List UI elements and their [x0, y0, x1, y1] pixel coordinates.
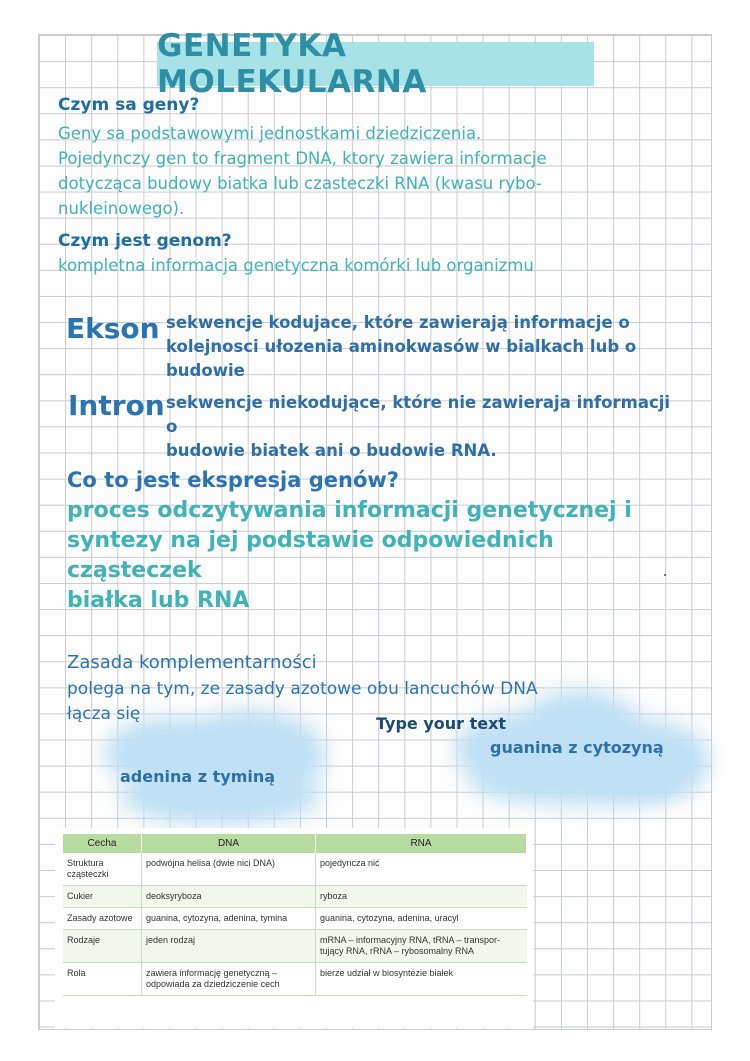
table-row: [63, 963, 527, 996]
table-cell: jeden rodzaj: [142, 930, 316, 963]
genome-answer: kompletna informacja genetyczna komórki lub organizmu: [58, 256, 534, 275]
table-cell: Struktura cząsteczki: [63, 853, 142, 886]
placeholder-text-box[interactable]: Type your text: [376, 714, 507, 733]
table-cell: zawiera informację genetyczną – odpowiada za dziedziczenie cech: [142, 963, 316, 996]
genes-answer: [58, 121, 618, 221]
ekson-definition-line: sekwencje kodujace, które zawierają informacje o: [166, 313, 630, 332]
intron-definition-line: budowie biatek ani o budowie RNA.: [166, 441, 497, 460]
table-cell: guanina, cytozyna, adenina, tymina: [142, 908, 316, 930]
table-cell: bierze udział w biosyntezie białek: [316, 963, 527, 996]
intron-definition-line: sekwencje niekodujące, które nie zawieraja informacji o: [166, 393, 671, 436]
genes-answer-line: nukleinowego).: [58, 199, 185, 218]
question-genome: Czym jest genom?: [58, 231, 232, 251]
pair-adenine-thymine: adenina z tyminą: [120, 767, 276, 786]
comparison-table: [63, 834, 527, 996]
expression-answer-line: syntezy na jej podstawie odpowiednich cząsteczek: [67, 528, 554, 583]
expression-answer-line: białka lub RNA: [67, 588, 250, 613]
table-cell: guanina, cytozyna, adenina, uracyl: [316, 908, 527, 930]
question-genes: Czym sa geny?: [58, 95, 200, 115]
table-cell: Zasady azotowe: [63, 908, 142, 930]
cloud-blob: [470, 755, 690, 805]
column-header: Cecha: [63, 834, 142, 853]
ink-dot: [664, 574, 666, 576]
column-header: DNA: [142, 834, 316, 853]
table-cell: ryboza: [316, 886, 527, 908]
complementarity-line: łącza się: [67, 704, 141, 724]
expression-answer-line: proces odczytywania informacji genetycznej i: [67, 498, 632, 523]
complementarity-text: [67, 677, 627, 727]
ekson-definition-line: kolejnosci ułozenia aminokwasów w bialkach lub o budowie: [166, 337, 637, 380]
term-ekson: Ekson: [66, 312, 160, 345]
table-cell: Rola: [63, 963, 142, 996]
genes-answer-line: Geny sa podstawowymi jednostkami dziedziczenia.: [58, 124, 482, 143]
table-row: [63, 930, 527, 963]
table-cell: pojedyncza nić: [316, 853, 527, 886]
question-expression: Co to jest ekspresja genów?: [67, 468, 399, 492]
genes-answer-line: dotycząca budowy biatka lub czasteczki RNA (kwasu rybo-: [58, 174, 542, 193]
dna-rna-comparison-table: [55, 828, 533, 1028]
complementarity-heading: Zasada komplementarności: [67, 652, 317, 673]
pair-guanine-cytosine: guanina z cytozyną: [490, 738, 664, 757]
table-header-row: [63, 834, 527, 853]
table-row: [63, 908, 527, 930]
page-title: GENETYKA MOLEKULARNA: [157, 42, 594, 86]
table-row: [63, 853, 527, 886]
table-row: [63, 886, 527, 908]
complementarity-line: polega na tym, ze zasady azotowe obu lancuchów DNA: [67, 679, 538, 699]
term-intron: Intron: [68, 389, 165, 422]
table-cell: mRNA – informacyjny RNA, tRNA – transpor-tujący RNA, rRNA – rybosomalny RNA: [316, 930, 527, 963]
expression-answer: [67, 496, 667, 616]
table-cell: Cukier: [63, 886, 142, 908]
genes-answer-line: Pojedynczy gen to fragment DNA, ktory zawiera informacje: [58, 149, 547, 168]
table-cell: deoksyryboza: [142, 886, 316, 908]
intron-definition: [166, 391, 686, 463]
table-cell: Rodzaje: [63, 930, 142, 963]
column-header: RNA: [316, 834, 527, 853]
table-cell: podwójna helisa (dwie nici DNA): [142, 853, 316, 886]
ekson-definition: [166, 311, 696, 383]
